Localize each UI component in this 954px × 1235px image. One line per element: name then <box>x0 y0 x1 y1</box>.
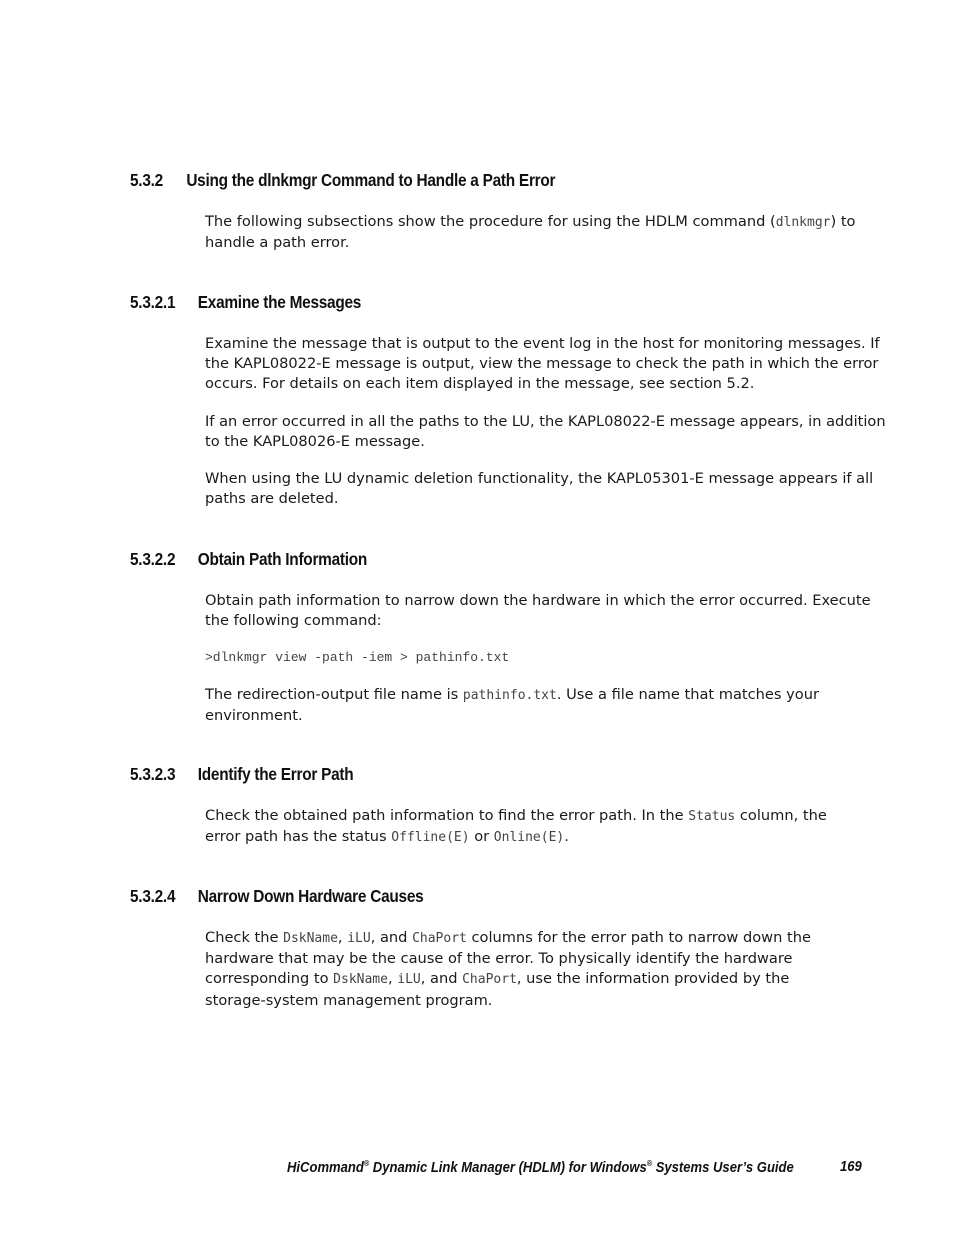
subsection-title: Examine the Messages <box>197 292 362 312</box>
subsection-heading-4 <box>130 886 423 907</box>
text-line: If an error occurred in all the paths to the LU, the KAPL08022-E message appears, in addition <box>205 413 886 430</box>
subsection-title: Obtain Path Information <box>197 549 368 569</box>
section-title: Using the dlnkmgr Command to Handle a Path Error <box>186 170 556 190</box>
column-code: ChaPort <box>412 931 467 946</box>
column-code: iLU <box>397 972 421 988</box>
text-run: Check the obtained path information to find the error path. In the <box>205 807 689 824</box>
text-line: storage-system management program. <box>205 991 493 1009</box>
running-footer <box>287 1159 794 1176</box>
intro-text: The following subsections show the procedure for using the HDLM command ( <box>205 213 776 230</box>
subsection-heading-1 <box>130 292 361 313</box>
text-run: Check the <box>205 929 284 946</box>
text-line: When using the LU dynamic deletion functionality, the KAPL05301-E message appears if all <box>205 470 874 487</box>
status-code: Offline(E) <box>391 830 470 846</box>
subsection-heading-3 <box>130 764 353 785</box>
text-line: occurs. For details on each item displayed in the message, see section 5.2. <box>205 375 755 393</box>
subsection-number: 5.3.2.3 <box>130 764 176 784</box>
sub2-paragraph-2 <box>205 685 865 726</box>
text-run: , use the information provided by the <box>516 970 790 988</box>
text-line: Obtain path information to narrow down the hardware in which the error occurred. Execute <box>205 592 871 609</box>
subsection-title: Narrow Down Hardware Causes <box>197 886 424 906</box>
subsection-number: 5.3.2.4 <box>130 886 176 906</box>
text-run: corresponding to <box>205 970 334 988</box>
subsection-heading-2 <box>130 549 367 570</box>
text-run: , and <box>370 929 413 946</box>
text-run: The redirection-output file name is <box>205 686 463 703</box>
command-example: >dlnkmgr view -path -iem > pathinfo.txt <box>205 650 510 665</box>
page-number: 169 <box>840 1159 862 1175</box>
text-run: , <box>337 929 348 946</box>
text-run: , and <box>420 970 463 988</box>
text-line: the KAPL08022-E message is output, view the message to check the path in which the error <box>205 355 879 373</box>
intro-text-end: ) to <box>830 213 856 230</box>
column-code: Status <box>688 809 736 824</box>
sub1-paragraph-3 <box>205 469 874 509</box>
filename-code: pathinfo.txt <box>462 688 557 703</box>
text-line: hardware that may be the cause of the error. To physically identify the hardware <box>205 950 793 968</box>
text-line: paths are deleted. <box>205 490 339 508</box>
column-code: iLU <box>347 931 371 946</box>
text-run: or <box>469 828 494 846</box>
subsection-title: Identify the Error Path <box>197 764 354 784</box>
intro-code: dlnkmgr <box>775 215 831 230</box>
text-run: column, the <box>735 807 827 824</box>
column-code: ChaPort <box>462 972 517 988</box>
footer-title: Dynamic Link Manager (HDLM) for Windows <box>369 1160 647 1176</box>
sub1-paragraph-1 <box>205 334 880 395</box>
text-run: . Use a file name that matches your <box>556 686 819 703</box>
text-run: columns for the error path to narrow down the <box>466 929 811 946</box>
intro-line-2: handle a path error. <box>205 234 350 252</box>
text-line: to the KAPL08026-E message. <box>205 433 425 451</box>
section-intro <box>205 212 865 253</box>
section-number: 5.3.2 <box>130 170 163 190</box>
footer-brand: HiCommand <box>287 1160 364 1176</box>
sub4-paragraph-1 <box>205 928 865 1011</box>
subsection-number: 5.3.2.2 <box>130 549 176 569</box>
text-line: environment. <box>205 707 303 725</box>
registered-mark: ® <box>646 1159 653 1168</box>
subsection-number: 5.3.2.1 <box>130 292 176 312</box>
text-run: error path has the status <box>205 828 392 846</box>
sub3-paragraph-1 <box>205 806 865 848</box>
text-line: Examine the message that is output to the event log in the host for monitoring messages. If <box>205 335 880 352</box>
text-line: the following command: <box>205 612 382 630</box>
column-code: DskName <box>283 931 338 946</box>
footer-title-end: Systems User’s Guide <box>652 1160 794 1176</box>
registered-mark: ® <box>363 1159 370 1168</box>
section-heading <box>130 170 555 191</box>
text-run: , <box>387 970 398 988</box>
status-code: Online(E) <box>493 830 565 846</box>
sub1-paragraph-2 <box>205 412 886 452</box>
sub2-paragraph-1 <box>205 591 871 631</box>
text-run: . <box>564 828 569 846</box>
column-code: DskName <box>333 972 388 988</box>
